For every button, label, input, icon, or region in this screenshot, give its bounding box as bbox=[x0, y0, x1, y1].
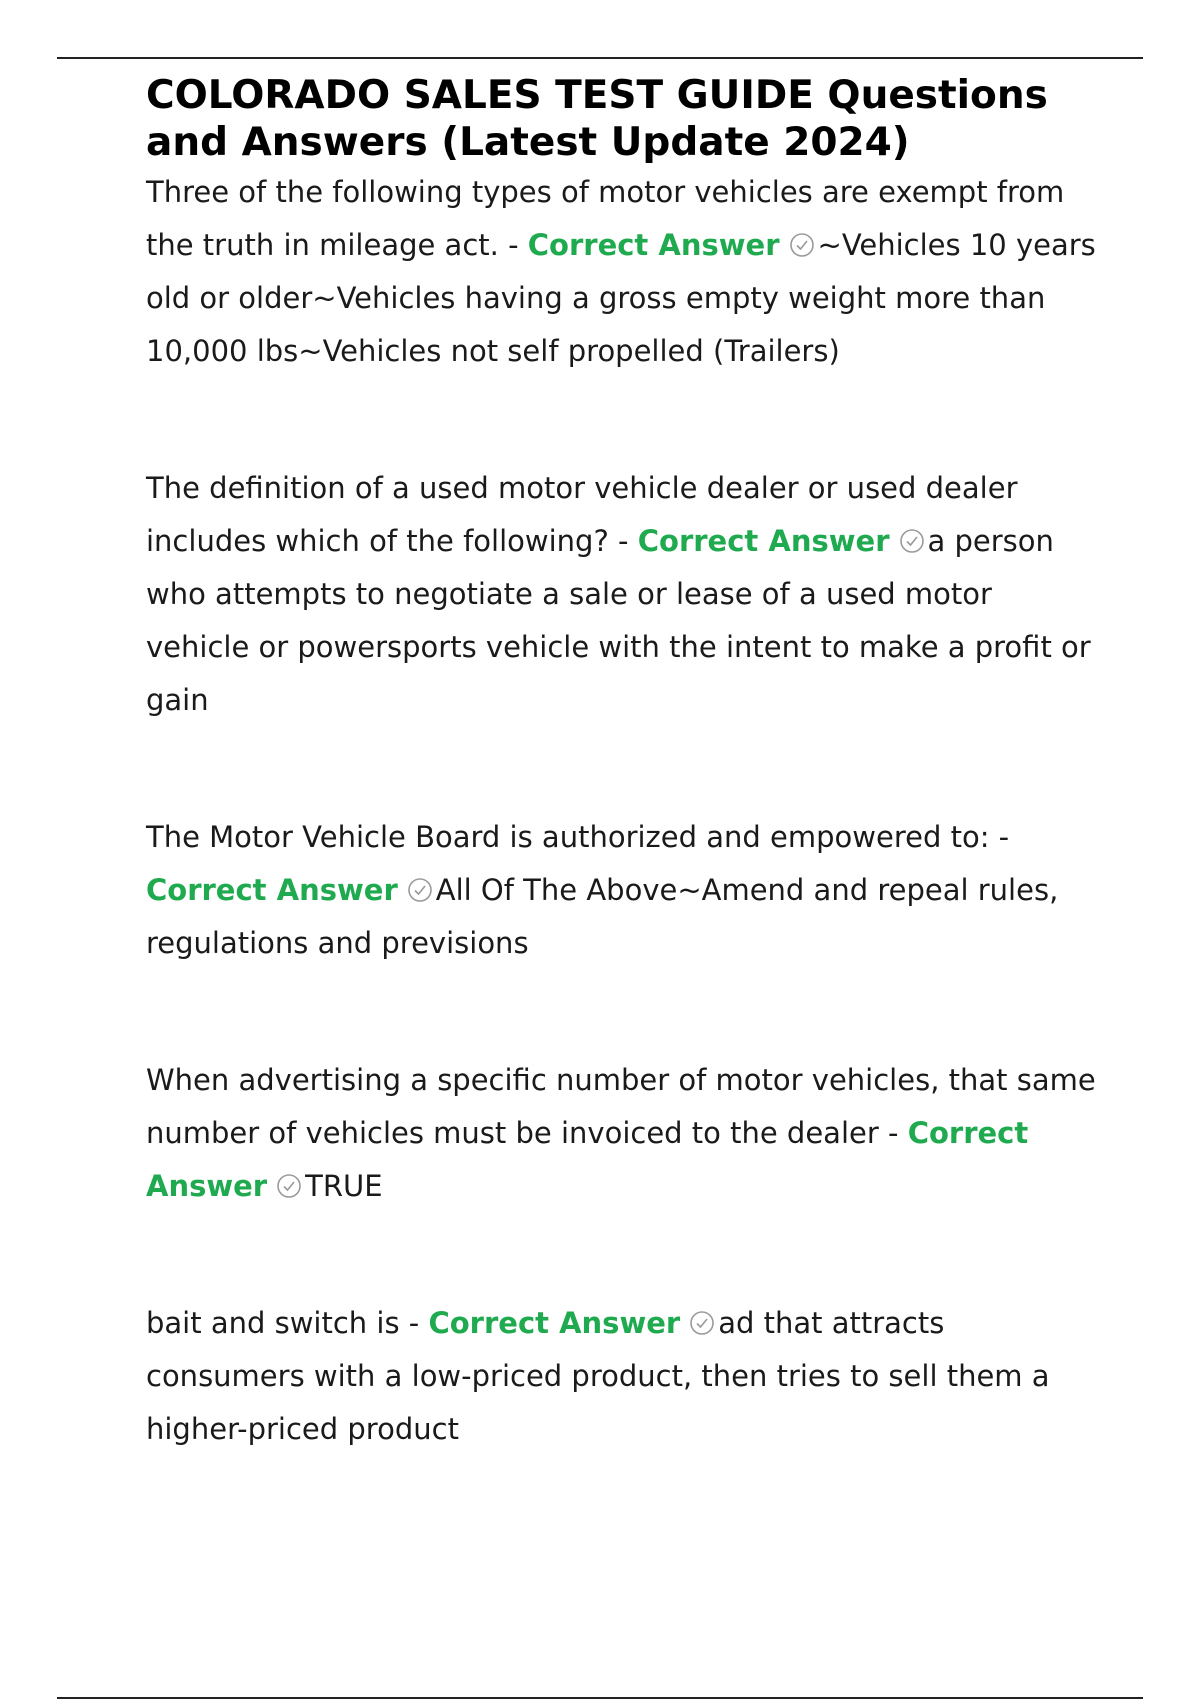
qa-item bbox=[146, 1297, 1096, 1456]
question-text: The definition of a used motor vehicle dealer or used dealer includes which of the following? - bbox=[146, 471, 1018, 558]
answer-text: a person who attempts to negotiate a sale or lease of a used motor vehicle or powersports vehicle with the intent to make a profit or gain bbox=[146, 524, 1091, 717]
circled-check-icon bbox=[407, 877, 433, 903]
bottom-divider bbox=[57, 1697, 1143, 1699]
correct-answer-label: Correct Answer bbox=[146, 873, 398, 907]
answer-text: ~Vehicles 10 years old or older~Vehicles having a gross empty weight more than 10,000 lbs~Vehicles not self propelled (Trailers) bbox=[146, 228, 1096, 368]
answer-text: All Of The Above~Amend and repeal rules, regulations and previsions bbox=[146, 873, 1059, 960]
document-body bbox=[146, 72, 1096, 1456]
question-text: When advertising a specific number of motor vehicles, that same number of vehicles must be invoiced to the dealer - bbox=[146, 1063, 1096, 1150]
correct-answer-label: Correct Answer bbox=[527, 228, 780, 262]
circled-check-icon bbox=[789, 232, 815, 258]
qa-item bbox=[146, 166, 1096, 378]
qa-item bbox=[146, 811, 1096, 970]
top-divider bbox=[57, 57, 1143, 59]
answer-text: ad that attracts consumers with a low-priced product, then tries to sell them a higher-priced product bbox=[146, 1306, 1050, 1446]
circled-check-icon bbox=[689, 1310, 715, 1336]
question-text: The Motor Vehicle Board is authorized and empowered to: - bbox=[146, 820, 1010, 854]
circled-check-icon bbox=[276, 1173, 302, 1199]
question-text: bait and switch is - bbox=[146, 1306, 429, 1340]
correct-answer-label: Correct Answer bbox=[428, 1306, 681, 1340]
correct-answer-label: Correct Answer bbox=[637, 524, 890, 558]
correct-answer-label: Correct Answer bbox=[146, 1116, 1029, 1203]
qa-item bbox=[146, 462, 1096, 727]
qa-item bbox=[146, 1054, 1096, 1213]
question-text: Three of the following types of motor vehicles are exempt from the truth in mileage act. - bbox=[146, 175, 1065, 262]
circled-check-icon bbox=[899, 528, 925, 554]
answer-text: TRUE bbox=[305, 1169, 383, 1203]
document-title: COLORADO SALES TEST GUIDE Questions and Answers (Latest Update 2024) bbox=[146, 73, 1048, 165]
